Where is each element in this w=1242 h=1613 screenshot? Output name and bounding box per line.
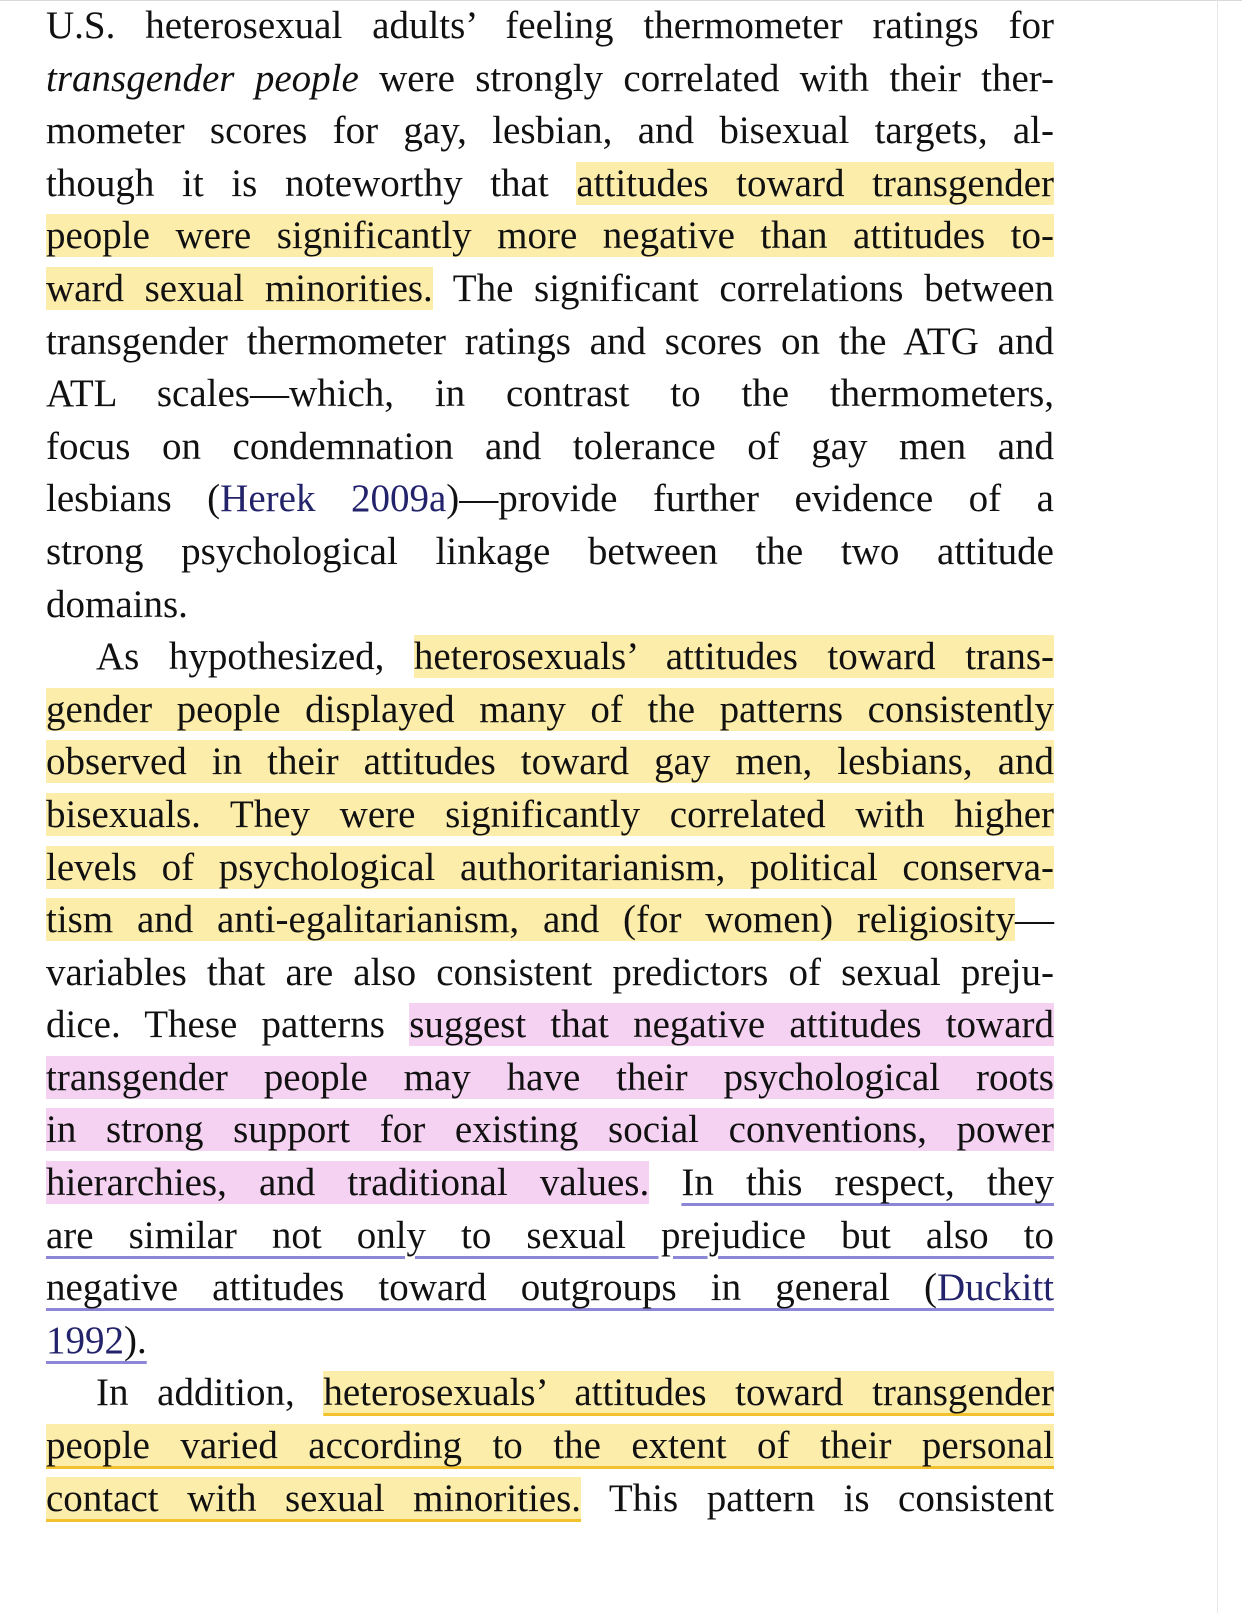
yellow-highlight[interactable]: attitudes toward transgender bbox=[576, 161, 1054, 205]
text-line: contact with sexual minorities. This pattern is consistent bbox=[46, 1476, 1054, 1520]
purple-underline[interactable]: negative attitudes toward outgroups in general ( bbox=[46, 1266, 938, 1310]
text-line bbox=[46, 1157, 1054, 1210]
citation-link-duckitt-year[interactable]: 1992 bbox=[46, 1318, 124, 1362]
text-line bbox=[46, 684, 1054, 737]
text-line: transgender thermometer ratings and scores on the ATG and bbox=[46, 319, 1054, 363]
yellow-highlight-underlined[interactable]: people varied according to the extent of their personal bbox=[46, 1424, 1054, 1468]
document-page bbox=[46, 0, 1054, 1525]
yellow-highlight-underlined[interactable]: contact with sexual minorities. bbox=[46, 1476, 582, 1520]
text-line: lesbians (Herek 2009a)—provide further evidence of a bbox=[46, 477, 1054, 521]
yellow-highlight[interactable]: tism and anti-egalitarianism, and (for women) religiosity bbox=[46, 898, 1015, 942]
text-line: ATL scales—which, in contrast to the thermometers, bbox=[46, 372, 1054, 416]
text-line bbox=[46, 736, 1054, 789]
text-line bbox=[46, 210, 1054, 263]
yellow-highlight[interactable]: levels of psychological authoritarianism, political conserva- bbox=[46, 845, 1054, 889]
text-line bbox=[46, 1210, 1054, 1263]
text-line: ward sexual minorities. The significant correlations between bbox=[46, 266, 1055, 310]
yellow-highlight[interactable]: ward sexual minorities. bbox=[46, 266, 433, 310]
yellow-highlight-underlined[interactable]: heterosexuals’ attitudes toward transgender bbox=[323, 1371, 1054, 1415]
text-line: In addition, heterosexuals’ attitudes toward transgender bbox=[96, 1371, 1054, 1415]
pink-highlight[interactable]: hierarchies, and traditional values. bbox=[46, 1161, 650, 1205]
text-line: domains. bbox=[46, 582, 188, 626]
citation-link-duckitt[interactable]: Duckitt bbox=[937, 1266, 1054, 1310]
text-line bbox=[46, 1052, 1054, 1105]
paragraph-2 bbox=[46, 631, 1054, 1367]
text-line: though it is noteworthy that attitudes toward transgender bbox=[46, 161, 1054, 205]
pink-highlight[interactable]: suggest that negative attitudes toward bbox=[409, 1003, 1055, 1047]
pink-highlight[interactable]: in strong support for existing social conventions, power bbox=[46, 1108, 1054, 1152]
text-line: tism and anti-egalitarianism, and (for women) religiosity— bbox=[46, 898, 1054, 942]
pink-highlight[interactable]: transgender people may have their psychological roots bbox=[46, 1055, 1054, 1099]
purple-underline[interactable]: In this respect, they bbox=[681, 1161, 1054, 1205]
yellow-highlight[interactable]: gender people displayed many of the patterns consistently bbox=[46, 687, 1054, 731]
right-margin-divider bbox=[1217, 0, 1218, 1613]
paragraph-1 bbox=[46, 0, 1054, 631]
paragraph-3 bbox=[46, 1367, 1054, 1525]
citation-link-herek[interactable]: Herek 2009a bbox=[220, 477, 447, 521]
yellow-highlight[interactable]: bisexuals. They were significantly correlated with higher bbox=[46, 792, 1054, 836]
text-line: transgender people were strongly correlated with their ther- bbox=[46, 56, 1054, 100]
yellow-highlight[interactable]: people were significantly more negative than attitudes to- bbox=[46, 214, 1054, 258]
purple-underline[interactable]: are similar not only to sexual prejudice but also to bbox=[46, 1213, 1054, 1257]
purple-underline[interactable]: ). bbox=[124, 1318, 147, 1362]
text-line: mometer scores for gay, lesbian, and bisexual targets, al- bbox=[46, 109, 1054, 153]
yellow-highlight[interactable]: observed in their attitudes toward gay men, lesbians, and bbox=[46, 740, 1054, 784]
text-line: dice. These patterns suggest that negative attitudes toward bbox=[46, 1003, 1055, 1047]
text-line bbox=[46, 1315, 1054, 1368]
text-line: variables that are also consistent predictors of sexual preju- bbox=[46, 950, 1054, 994]
text-line: As hypothesized, heterosexuals’ attitudes toward trans- bbox=[96, 635, 1054, 679]
text-line bbox=[46, 789, 1054, 842]
text-line: strong psychological linkage between the two attitude bbox=[46, 529, 1054, 573]
text-line: focus on condemnation and tolerance of gay men and bbox=[46, 424, 1054, 468]
text-line bbox=[46, 842, 1054, 895]
yellow-highlight[interactable]: heterosexuals’ attitudes toward trans- bbox=[413, 635, 1054, 679]
text-line bbox=[46, 1420, 1054, 1473]
text-line bbox=[46, 1262, 1054, 1315]
text-line: U.S. heterosexual adults’ feeling thermometer ratings for bbox=[46, 4, 1054, 47]
text-line bbox=[46, 1104, 1054, 1157]
emphasis-text: transgender people bbox=[46, 56, 359, 100]
